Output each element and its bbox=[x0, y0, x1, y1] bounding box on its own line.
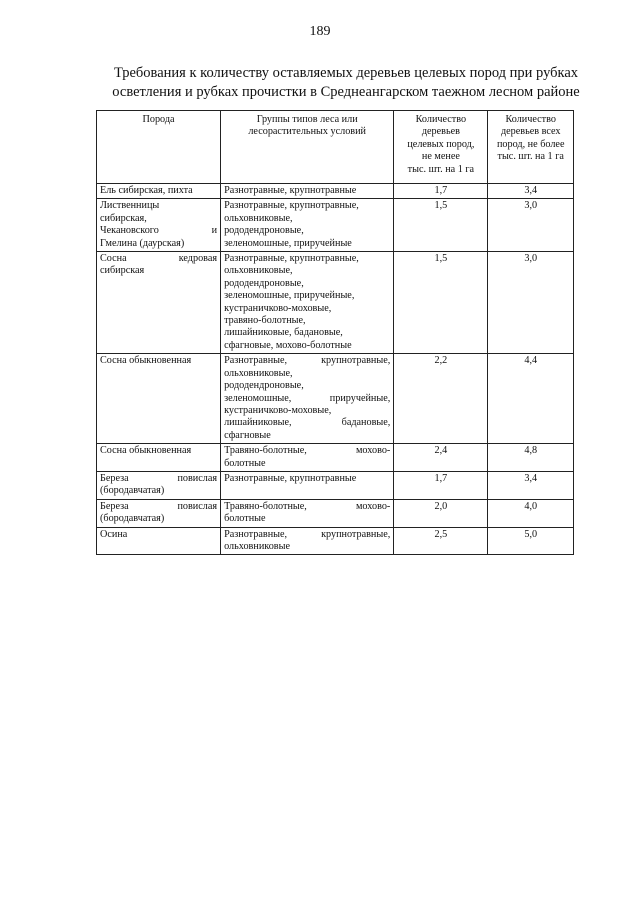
forest-group-line: рододендроновые, bbox=[224, 225, 304, 237]
forest-group-line: болотные bbox=[224, 457, 266, 469]
table-row bbox=[97, 527, 574, 555]
forest-group-line: зеленомошные, приручейные, bbox=[224, 392, 391, 404]
cell-target-trees: 2,4 bbox=[394, 444, 488, 472]
requirements-table bbox=[96, 110, 574, 555]
cell-forest-groups bbox=[221, 252, 394, 354]
forest-group-line: травяно-болотные, bbox=[224, 315, 306, 327]
header-line: деревьев всех bbox=[500, 126, 561, 138]
forest-group-line: Разнотравные, крупнотравные bbox=[224, 185, 357, 196]
forest-group-line: сфагновые, мохово-болотные bbox=[224, 339, 352, 351]
cell-all-trees: 4,4 bbox=[488, 354, 574, 444]
forest-group-line: ольховниковые, bbox=[224, 367, 293, 379]
header-forest-groups bbox=[221, 111, 394, 184]
cell-forest-groups bbox=[221, 184, 394, 199]
species-line: (бородавчатая) bbox=[100, 485, 165, 497]
table-row bbox=[97, 444, 574, 472]
cell-all-trees: 4,0 bbox=[488, 499, 574, 527]
header-line: деревьев bbox=[421, 126, 460, 138]
table-row bbox=[97, 184, 574, 199]
cell-all-trees: 5,0 bbox=[488, 527, 574, 555]
cell-species bbox=[97, 527, 221, 555]
cell-species bbox=[97, 354, 221, 444]
table-row bbox=[97, 252, 574, 354]
cell-target-trees: 2,2 bbox=[394, 354, 488, 444]
cell-forest-groups bbox=[221, 527, 394, 555]
forest-group-line: кустраничково-моховые, bbox=[224, 404, 332, 416]
header-line: Порода bbox=[142, 114, 175, 125]
cell-target-trees: 2,5 bbox=[394, 527, 488, 555]
forest-group-line: Разнотравные, крупнотравные, bbox=[224, 355, 391, 367]
header-species bbox=[97, 111, 221, 184]
header-line: тыс. шт. на 1 га bbox=[407, 163, 475, 175]
title-line: осветления и рубках прочистки в Среднеангарском таежном лесном районе bbox=[112, 84, 580, 100]
cell-species bbox=[97, 444, 221, 472]
forest-group-line: Разнотравные, крупнотравные bbox=[224, 472, 357, 484]
cell-forest-groups bbox=[221, 354, 394, 444]
header-line: лесорастительных условий bbox=[248, 126, 367, 138]
cell-all-trees: 3,0 bbox=[488, 252, 574, 354]
forest-group-line: ольховниковые, bbox=[224, 212, 293, 224]
cell-target-trees: 1,7 bbox=[394, 471, 488, 499]
table-body bbox=[97, 184, 574, 555]
species-line: сибирская, bbox=[100, 212, 147, 224]
cell-all-trees: 3,4 bbox=[488, 471, 574, 499]
forest-group-line: Разнотравные, крупнотравные, bbox=[224, 528, 391, 540]
species-line: Сосна кедровая bbox=[100, 253, 218, 265]
forest-group-line: болотные bbox=[224, 513, 266, 525]
document-title bbox=[96, 64, 596, 102]
forest-group-line: Травяно-болотные, мохово- bbox=[224, 445, 391, 457]
species-line: сибирская bbox=[100, 265, 145, 277]
table-row bbox=[97, 471, 574, 499]
forest-group-line: рододендроновые, bbox=[224, 380, 304, 392]
forest-group-line: Разнотравные, крупнотравные, bbox=[224, 200, 359, 212]
page-number: 189 bbox=[309, 24, 331, 39]
table-row bbox=[97, 499, 574, 527]
forest-group-line: лишайниковые, бадановые, bbox=[224, 417, 391, 429]
species-line: Гмелина (даурская) bbox=[100, 237, 185, 249]
forest-group-line: кустраничково-моховые, bbox=[224, 302, 332, 314]
forest-group-line: Разнотравные, крупнотравные, bbox=[224, 253, 359, 265]
header-line: не менее bbox=[421, 151, 460, 163]
species-line: Сосна обыкновенная bbox=[100, 445, 192, 457]
forest-group-line: ольховниковые, bbox=[224, 265, 293, 277]
cell-forest-groups bbox=[221, 444, 394, 472]
cell-species bbox=[97, 499, 221, 527]
header-line: Количество bbox=[415, 114, 467, 125]
cell-all-trees: 3,0 bbox=[488, 199, 574, 252]
forest-group-line: рододендроновые, bbox=[224, 277, 304, 289]
species-line: Береза повислая bbox=[100, 500, 218, 512]
header-all-trees bbox=[488, 111, 574, 184]
cell-all-trees: 4,8 bbox=[488, 444, 574, 472]
forest-group-line: зеленомошные, приручейные bbox=[224, 237, 352, 249]
species-line: Ель сибирская, пихта bbox=[100, 185, 193, 196]
forest-group-line: лишайниковые, бадановые, bbox=[224, 327, 343, 339]
cell-target-trees: 2,0 bbox=[394, 499, 488, 527]
species-line: Береза повислая bbox=[100, 472, 218, 484]
forest-group-line: зеленомошные, приручейные, bbox=[224, 290, 355, 302]
cell-target-trees: 1,7 bbox=[394, 184, 488, 199]
header-target-trees bbox=[394, 111, 488, 184]
forest-group-line: ольховниковые bbox=[224, 540, 290, 552]
cell-forest-groups bbox=[221, 499, 394, 527]
header-line: Количество bbox=[505, 114, 556, 125]
table-header-row bbox=[97, 111, 574, 184]
table-row bbox=[97, 354, 574, 444]
cell-target-trees: 1,5 bbox=[394, 252, 488, 354]
species-line: Чекановского и bbox=[100, 225, 218, 237]
header-line: Группы типов леса или bbox=[256, 114, 358, 125]
header-line: тыс. шт. на 1 га bbox=[497, 151, 564, 163]
forest-group-line: сфагновые bbox=[224, 429, 271, 441]
header-line: пород, не более bbox=[496, 138, 565, 150]
cell-forest-groups bbox=[221, 199, 394, 252]
cell-target-trees: 1,5 bbox=[394, 199, 488, 252]
cell-species bbox=[97, 252, 221, 354]
species-line: Осина bbox=[100, 528, 128, 540]
table-row bbox=[97, 199, 574, 252]
cell-species bbox=[97, 184, 221, 199]
header-line: целевых пород, bbox=[407, 138, 475, 150]
species-line: Сосна обыкновенная bbox=[100, 355, 192, 367]
cell-species bbox=[97, 199, 221, 252]
species-line: (бородавчатая) bbox=[100, 513, 165, 525]
forest-group-line: Травяно-болотные, мохово- bbox=[224, 500, 391, 512]
title-line: Требования к количеству оставляемых деревьев целевых пород при рубках bbox=[113, 65, 579, 81]
species-line: Лиственницы bbox=[100, 200, 160, 212]
cell-species bbox=[97, 471, 221, 499]
cell-all-trees: 3,4 bbox=[488, 184, 574, 199]
cell-forest-groups bbox=[221, 471, 394, 499]
